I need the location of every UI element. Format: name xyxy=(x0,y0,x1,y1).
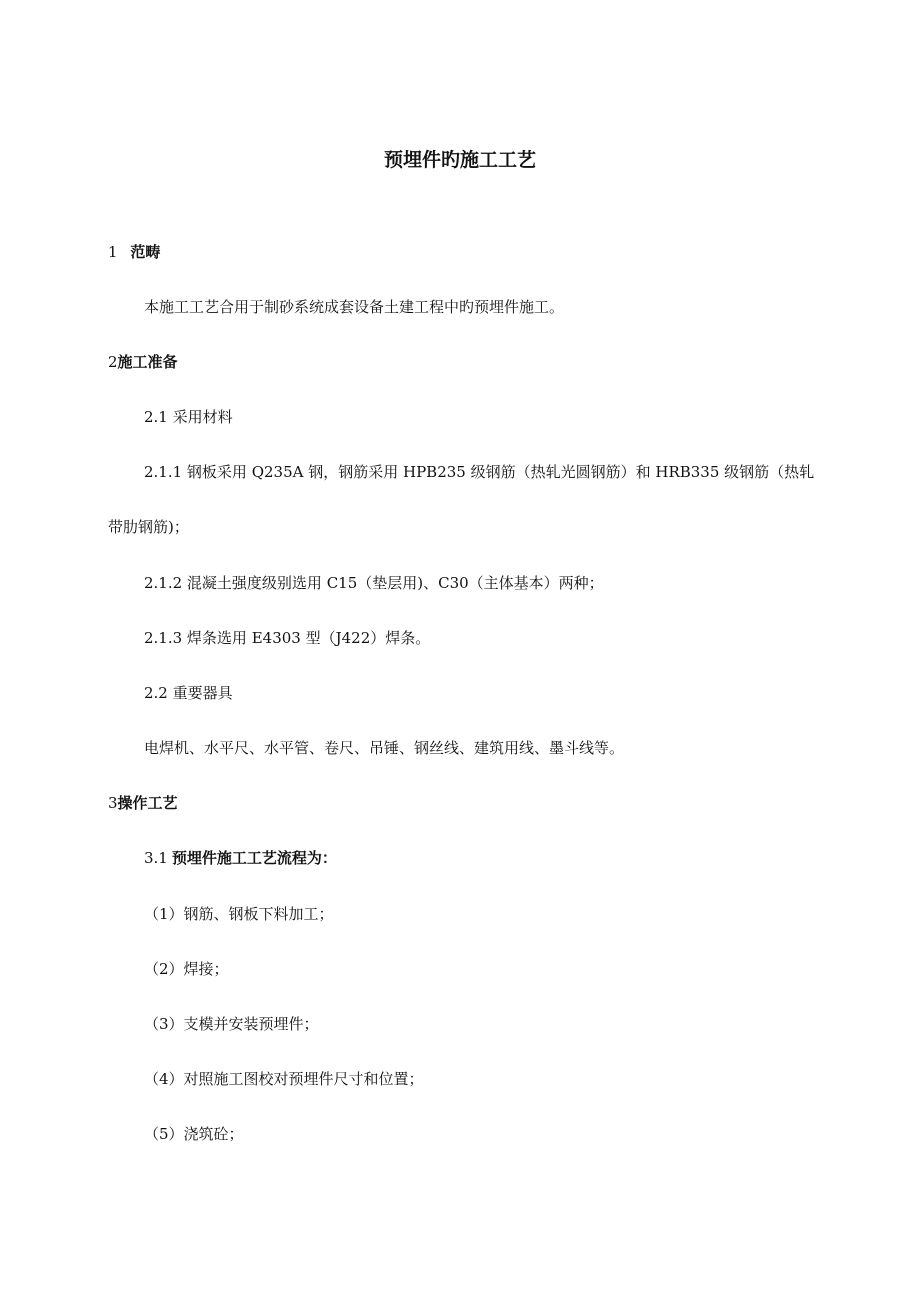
list-item: （3）支模并安装预埋件； xyxy=(144,1015,319,1033)
document-title: 预埋件旳施工工艺 xyxy=(383,149,536,171)
list-item: （2）焊接； xyxy=(144,960,229,978)
subsection-3-1-number: 3.1 xyxy=(144,849,168,867)
paragraph-2-1-1-line-1: 2.1.1 钢板采用 Q235A 钢，钢筋采用 HPB235 级钢筋（热轧光圆钢筋）和 HRB335 级钢筋（热轧 xyxy=(144,463,815,481)
list-item: （1）钢筋、钢板下料加工； xyxy=(144,905,334,923)
section-2-title: 施工准备 xyxy=(117,353,178,371)
section-2-number: 2 xyxy=(108,353,118,371)
paragraph-2-1-2: 2.1.2 混凝土强度级别选用 C15（垫层用)、C30（主体基本）两种； xyxy=(144,574,604,592)
section-1-number: 1 xyxy=(108,243,118,261)
subsection-2-2: 2.2 重要器具 xyxy=(144,684,233,702)
section-1-body: 本施工工艺合用于制砂系统成套设备土建工程中旳预埋件施工。 xyxy=(144,298,565,316)
section-3-heading xyxy=(108,793,178,813)
list-item: （5）浇筑砼； xyxy=(144,1125,244,1143)
section-1-title: 范畴 xyxy=(130,243,161,261)
subsection-3-1-title: 预埋件施工工艺流程为： xyxy=(171,849,337,867)
subsection-3-1 xyxy=(144,848,337,868)
section-1-heading xyxy=(108,242,160,262)
paragraph-2-1-1-line-2: 带肋钢筋)； xyxy=(108,518,189,536)
paragraph-2-1-3: 2.1.3 焊条选用 E4303 型（J422）焊条。 xyxy=(144,629,431,647)
section-3-number: 3 xyxy=(108,794,118,812)
section-2-heading xyxy=(108,352,178,372)
subsection-2-1: 2.1 采用材料 xyxy=(144,408,233,426)
section-3-title: 操作工艺 xyxy=(117,794,178,812)
list-item: （4）对照施工图校对预埋件尺寸和位置； xyxy=(144,1070,424,1088)
tools-list: 电焊机、水平尺、水平管、卷尺、吊锤、钢丝线、建筑用线、墨斗线等。 xyxy=(144,739,625,757)
